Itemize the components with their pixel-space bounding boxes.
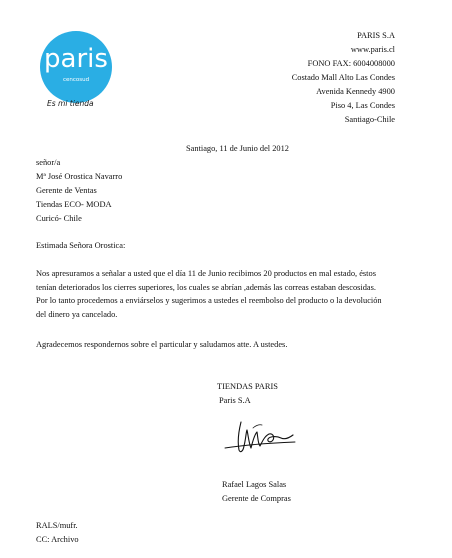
reference-initials: RALS/mufr. bbox=[36, 521, 78, 530]
company-phone: FONO FAX: 6004008000 bbox=[307, 59, 395, 68]
body-paragraph-1 bbox=[36, 267, 426, 321]
logo-tagline: Es mi tienda bbox=[47, 99, 94, 108]
signer-name: Rafael Lagos Salas bbox=[222, 480, 287, 489]
logo-subtext: cencosud bbox=[62, 77, 90, 83]
logo-wordmark: paris bbox=[44, 44, 108, 74]
body-line: tenían deteriorados los cierres superiores, los cuales se abrían ,además las correas estaban descosidas. bbox=[36, 282, 376, 292]
recipient-company: Tiendas ECO- MODA bbox=[36, 200, 112, 209]
body-line: Por lo tanto procedemos a enviárselos y sugerimos a ustedes el reembolso del producto o la devolución bbox=[36, 296, 382, 305]
company-name: PARIS S.A bbox=[357, 31, 395, 40]
recipient-title: señor/a bbox=[36, 158, 61, 167]
closing-company: Paris S.A bbox=[219, 396, 251, 405]
company-website: www.paris.cl bbox=[350, 45, 395, 54]
company-address-3: Piso 4, Las Condes bbox=[330, 101, 395, 110]
recipient-city: Curicó- Chile bbox=[36, 214, 82, 223]
cc-archive: CC: Archivo bbox=[36, 535, 79, 544]
body-line: Nos apresuramos a señalar a usted que el día 11 de Junio recibimos 20 productos en mal estado, éstos bbox=[36, 269, 376, 278]
recipient-name: Mª José Orostica Navarro bbox=[36, 172, 123, 181]
salutation: Estimada Señora Orostica: bbox=[36, 241, 126, 250]
company-address-1: Costado Mall Alto Las Condes bbox=[291, 73, 395, 82]
body-paragraph-2: Agradecemos respondernos sobre el particular y saludamos atte. A ustedes. bbox=[36, 340, 288, 349]
signer-title: Gerente de Compras bbox=[222, 494, 291, 503]
recipient-position: Gerente de Ventas bbox=[36, 186, 97, 195]
closing-org: TIENDAS PARIS bbox=[217, 382, 278, 391]
company-city: Santiago-Chile bbox=[344, 115, 395, 124]
company-address-2: Avenida Kennedy 4900 bbox=[316, 87, 395, 96]
paris-logo bbox=[40, 31, 112, 103]
handwritten-signature bbox=[215, 418, 305, 456]
letter-date: Santiago, 11 de Junio del 2012 bbox=[186, 144, 289, 153]
body-line: del dinero ya cancelado. bbox=[36, 309, 118, 319]
